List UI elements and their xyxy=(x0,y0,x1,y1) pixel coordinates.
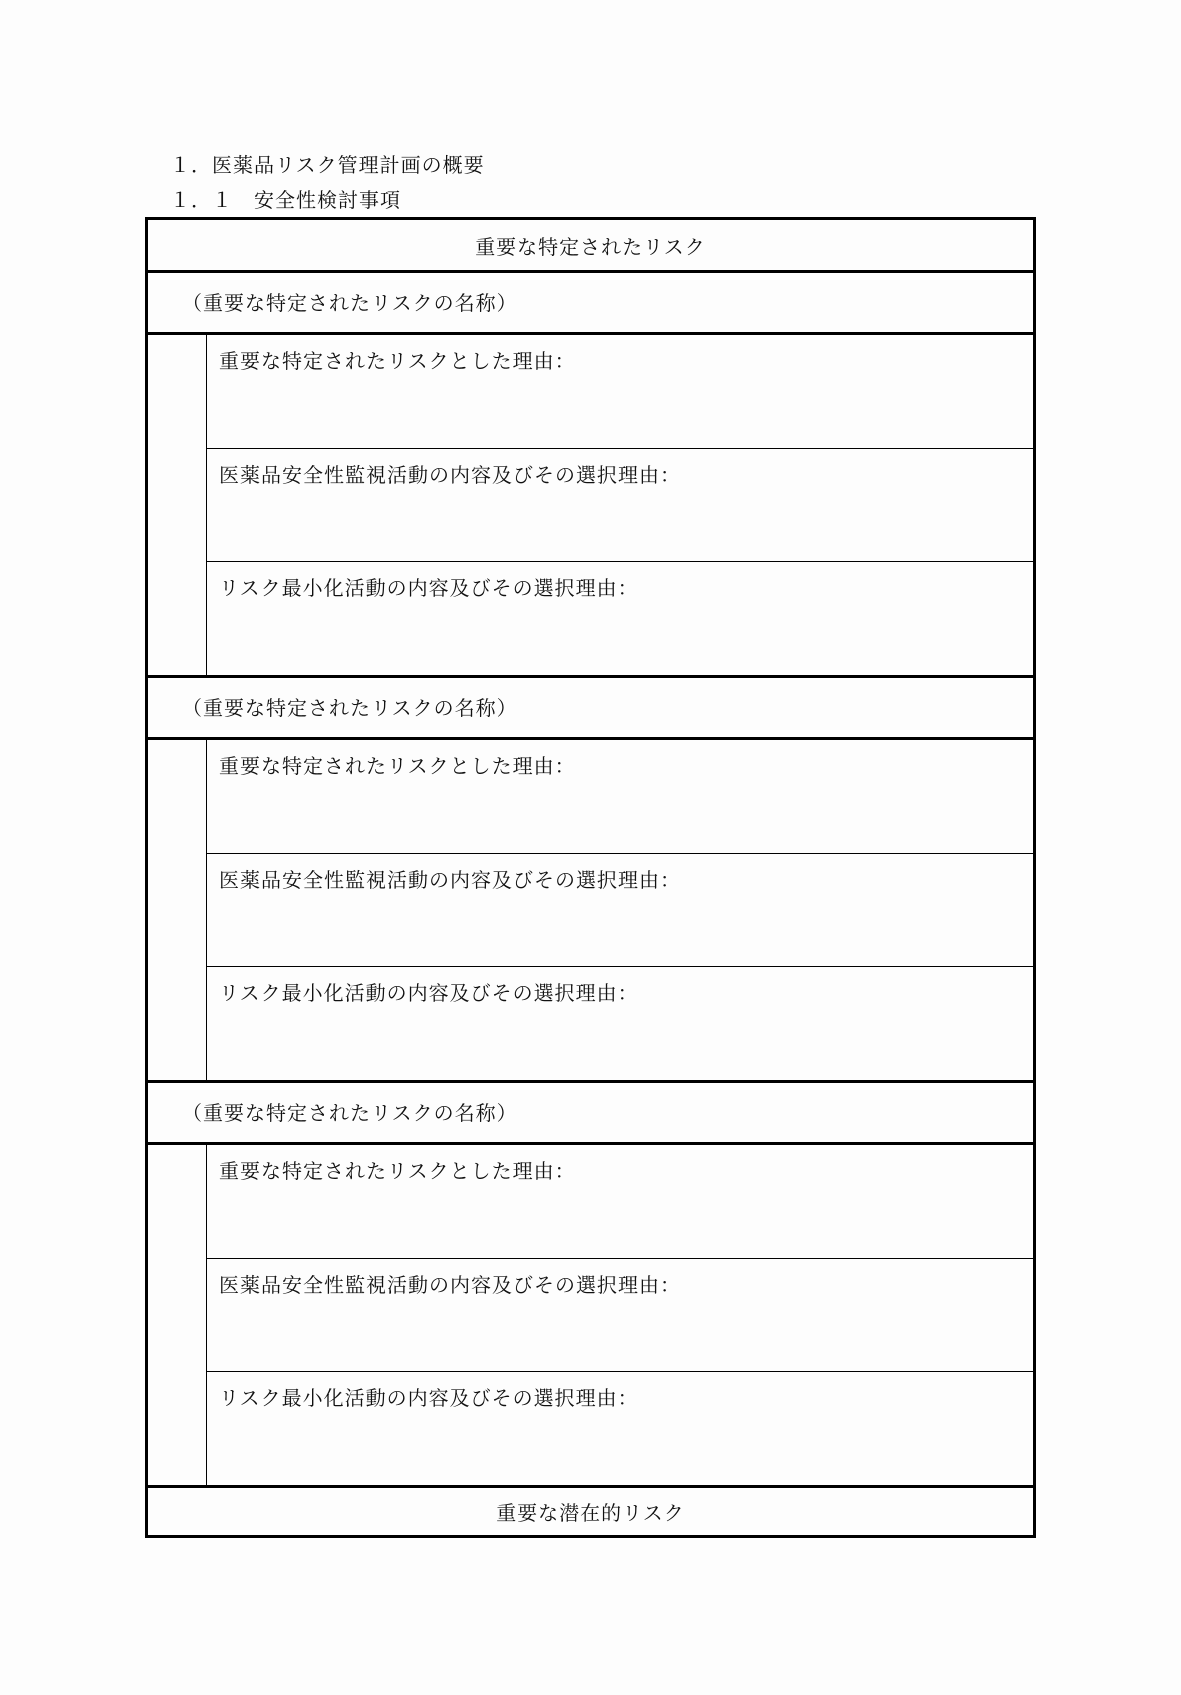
indent-cell xyxy=(148,1145,207,1485)
risk-detail-group xyxy=(148,335,1033,678)
reason-label: 重要な特定されたリスクとした理由： xyxy=(219,1159,576,1183)
safety-specification-table xyxy=(145,217,1036,1538)
risk-minimization-cell[interactable] xyxy=(207,1372,1033,1485)
risk-minimization-label: リスク最小化活動の内容及びその選択理由： xyxy=(219,1386,639,1411)
risk-minimization-cell[interactable] xyxy=(207,562,1033,675)
important-potential-risks-header xyxy=(148,1488,1033,1538)
risk-name-row[interactable] xyxy=(148,1083,1033,1145)
reason-label: 重要な特定されたリスクとした理由： xyxy=(219,349,576,373)
potential-risks-label: 重要な潜在的リスク xyxy=(496,1501,685,1525)
table-header-label: 重要な特定されたリスク xyxy=(475,234,706,259)
risk-detail-group xyxy=(148,740,1033,1083)
section-heading: １．医薬品リスク管理計画の概要 xyxy=(170,153,485,177)
reason-cell[interactable] xyxy=(207,740,1033,854)
detail-cells xyxy=(207,740,1033,1080)
risk-minimization-label: リスク最小化活動の内容及びその選択理由： xyxy=(219,576,639,601)
detail-cells xyxy=(207,335,1033,675)
subsection-heading: １．１ 安全性検討事項 xyxy=(170,188,401,212)
indent-cell xyxy=(148,740,207,1080)
detail-cells xyxy=(207,1145,1033,1485)
pharmacovigilance-cell[interactable] xyxy=(207,854,1033,968)
pharmacovigilance-label: 医薬品安全性監視活動の内容及びその選択理由： xyxy=(219,462,681,487)
important-identified-risks-header xyxy=(148,220,1033,273)
reason-cell[interactable] xyxy=(207,335,1033,449)
risk-name-label: （重要な特定されたリスクの名称） xyxy=(182,291,518,315)
pharmacovigilance-label: 医薬品安全性監視活動の内容及びその選択理由： xyxy=(219,867,681,892)
risk-name-row[interactable] xyxy=(148,273,1033,335)
risk-detail-group xyxy=(148,1145,1033,1488)
pharmacovigilance-label: 医薬品安全性監視活動の内容及びその選択理由： xyxy=(219,1272,681,1297)
indent-cell xyxy=(148,335,207,675)
risk-name-label: （重要な特定されたリスクの名称） xyxy=(182,696,518,720)
pharmacovigilance-cell[interactable] xyxy=(207,449,1033,563)
pharmacovigilance-cell[interactable] xyxy=(207,1259,1033,1373)
reason-label: 重要な特定されたリスクとした理由： xyxy=(219,754,576,778)
risk-minimization-label: リスク最小化活動の内容及びその選択理由： xyxy=(219,981,639,1006)
risk-name-row[interactable] xyxy=(148,678,1033,740)
risk-name-label: （重要な特定されたリスクの名称） xyxy=(182,1101,518,1125)
risk-minimization-cell[interactable] xyxy=(207,967,1033,1080)
reason-cell[interactable] xyxy=(207,1145,1033,1259)
